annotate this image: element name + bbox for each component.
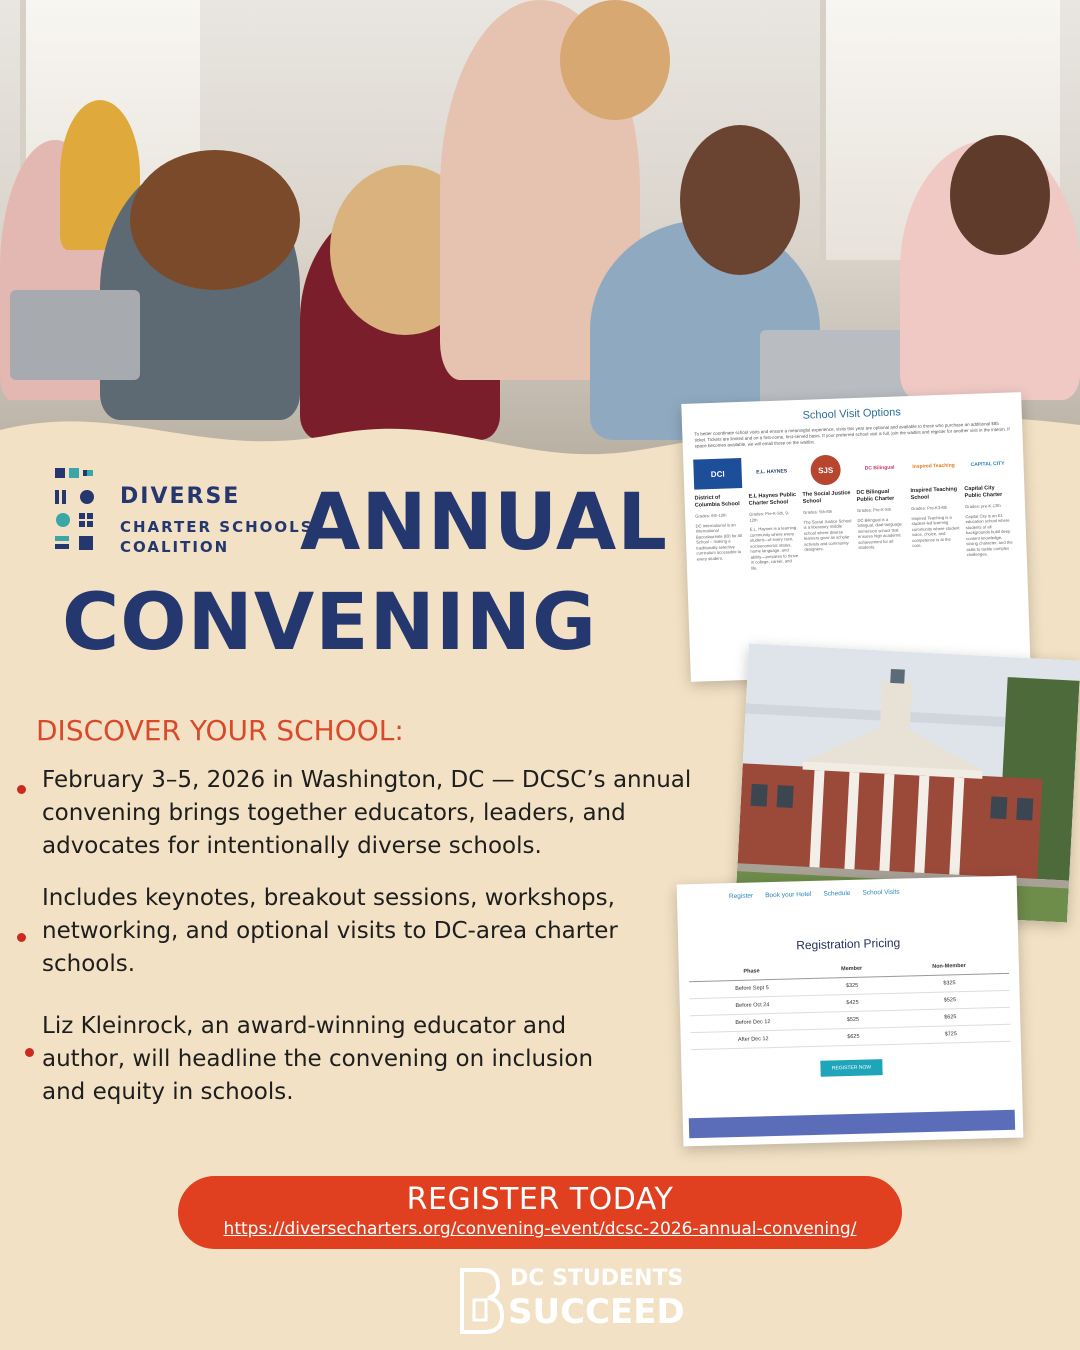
pricing-table — [689, 957, 1011, 1050]
pricing-footer-bar — [689, 1110, 1015, 1139]
bullet-dot-3 — [25, 1048, 34, 1057]
school-grades: Grades: 6th-12th — [695, 512, 727, 519]
logo-line2: CHARTER SCHOOLS — [120, 518, 314, 536]
school-name: Inspired Teaching School — [910, 486, 958, 502]
cell-non-member: $325 — [889, 973, 1009, 993]
laptop-left — [10, 290, 140, 380]
school-grades: Grades: Pre-K3-8th — [910, 504, 948, 512]
school-name: District of Columbia School — [694, 494, 740, 509]
pricing-title: Registration Pricing — [796, 935, 901, 953]
school-column — [747, 456, 799, 571]
school-visit-options-card — [681, 392, 1030, 682]
school-body: DC Bilingual is a bilingual, dual-language immersion school that ensures high academic achievement for all students. — [857, 516, 902, 550]
cell-non-member: $625 — [890, 1007, 1010, 1027]
school-logo: E.L. HAYNES — [756, 468, 788, 476]
school-name: Capital City Public Charter — [964, 485, 1003, 500]
cell-member: $525 — [815, 1010, 890, 1029]
school-grades: Grades: pre-K-12th — [964, 502, 1001, 510]
school-columns — [683, 438, 1027, 573]
title-line2: CONVENING — [62, 578, 598, 668]
footer-line1: DC STUDENTS — [510, 1266, 684, 1291]
cell-non-member: $725 — [891, 1024, 1011, 1044]
student-girl-right-hair — [950, 135, 1050, 255]
school-column — [963, 449, 1015, 564]
school-logo: CAPITAL CITY — [970, 460, 1005, 468]
school-column — [855, 452, 907, 567]
bullet-text-3: Liz Kleinrock, an award-winning educator and author, will headline the convening on inclusion and equity in schools. — [42, 1013, 594, 1105]
discover-heading: DISCOVER YOUR SCHOOL: — [36, 714, 404, 747]
school-column — [693, 458, 745, 573]
school-logo: DCI — [693, 458, 742, 490]
school-body: Inspired Teaching is a student-led learning community where student voice, choice, and competence is at the core. — [911, 514, 960, 549]
nav-schedule[interactable]: Schedule — [823, 889, 851, 898]
cell-phase: After Dec 12 — [691, 1029, 817, 1049]
title-line1: ANNUAL — [300, 478, 668, 568]
cell-member: $625 — [816, 1027, 891, 1046]
school-name: DC Bilingual Public Charter — [856, 488, 895, 503]
registration-pricing-card — [677, 876, 1024, 1147]
school-column — [909, 450, 961, 565]
cell-phase: Before Sept 5 — [689, 978, 815, 998]
school-body: The Social Justice School is a liberatory middle school where diverse learners grow as scholar activists and community designers. — [803, 517, 852, 552]
visit-card-title: School Visit Options — [802, 406, 902, 422]
col-non-member: Non-Member — [889, 957, 1009, 977]
school-body: E.L. Haynes is a learning community where every student—of every race, socioeconomic status, home language, and ability—prepares to thrive in college, career, and life. — [749, 525, 799, 571]
school-logo: DC Bilingual — [864, 464, 895, 472]
footer-line2: SUCCEED — [508, 1292, 685, 1332]
student-boy-hair — [130, 150, 300, 290]
school-grades: Grades: 5th-8th — [803, 508, 833, 515]
cell-phase: Before Oct 24 — [690, 995, 816, 1015]
visit-card-intro: To better coordinate school visits and ensure a meaningful experience, visits this year are optional and available to those who purchase an additional $85 ticket. Tickets are limited and on a first-come, first-served basis. If your preferred school visit is full, join the waitlist and register for another visit in the interim. If space becomes available, we will email those on the waitlist. — [694, 420, 1010, 449]
col-phase: Phase — [689, 962, 815, 982]
cell-member: $325 — [814, 976, 889, 995]
bullet-dot-2 — [17, 933, 26, 942]
register-now-button[interactable]: REGISTER NOW — [820, 1059, 882, 1077]
bullet-dot-1 — [17, 785, 26, 794]
nav-book-hotel[interactable]: Book your Hotel — [765, 890, 812, 900]
register-url-link[interactable]: https://diversecharters.org/convening-event/dcsc-2026-annual-convening/ — [223, 1219, 857, 1239]
school-logo: Inspired Teaching — [912, 462, 955, 470]
nav-register[interactable]: Register — [728, 892, 754, 901]
bullet-text-2: Includes keynotes, breakout sessions, workshops, networking, and optional visits to DC-area charter schools. — [42, 885, 618, 977]
school-name: The Social Justice School — [802, 490, 851, 505]
school-body: Capital City is an EL education school where students of all backgrounds build deep content knowledge, strong character, and the skills to tackle complex challenges. — [965, 512, 1013, 558]
register-today-banner[interactable] — [178, 1176, 902, 1249]
school-name: E.L Haynes Public Charter School — [748, 492, 797, 507]
pricing-nav — [677, 876, 1017, 902]
bullet-text-1: February 3–5, 2026 in Washington, DC — DCSC’s annual convening brings together educators, leaders, and advocates for intentionally diverse schools. — [42, 767, 692, 859]
nav-school-visits[interactable]: School Visits — [862, 888, 900, 897]
teacher-hair — [560, 0, 670, 120]
cell-non-member: $525 — [890, 990, 1010, 1010]
logo-line3: COALITION — [120, 538, 230, 556]
col-member: Member — [814, 960, 889, 978]
logo-line1: DIVERSE — [120, 484, 241, 509]
cell-member: $425 — [815, 993, 890, 1012]
school-logo: SJS — [810, 455, 841, 486]
register-title: REGISTER TODAY — [406, 1182, 674, 1217]
school-grades: Grades: Pre-K-5th, 9-12th — [749, 510, 790, 523]
school-grades: Grades: Pre-K-5th — [856, 506, 892, 513]
student-boy-head — [680, 125, 800, 275]
school-column — [801, 454, 853, 569]
school-body: DC International is an International Baccalaureate (IB) for All School – making a traditionally selective curriculum accessible to every student. — [695, 521, 743, 562]
cell-phase: Before Dec 12 — [690, 1012, 816, 1032]
